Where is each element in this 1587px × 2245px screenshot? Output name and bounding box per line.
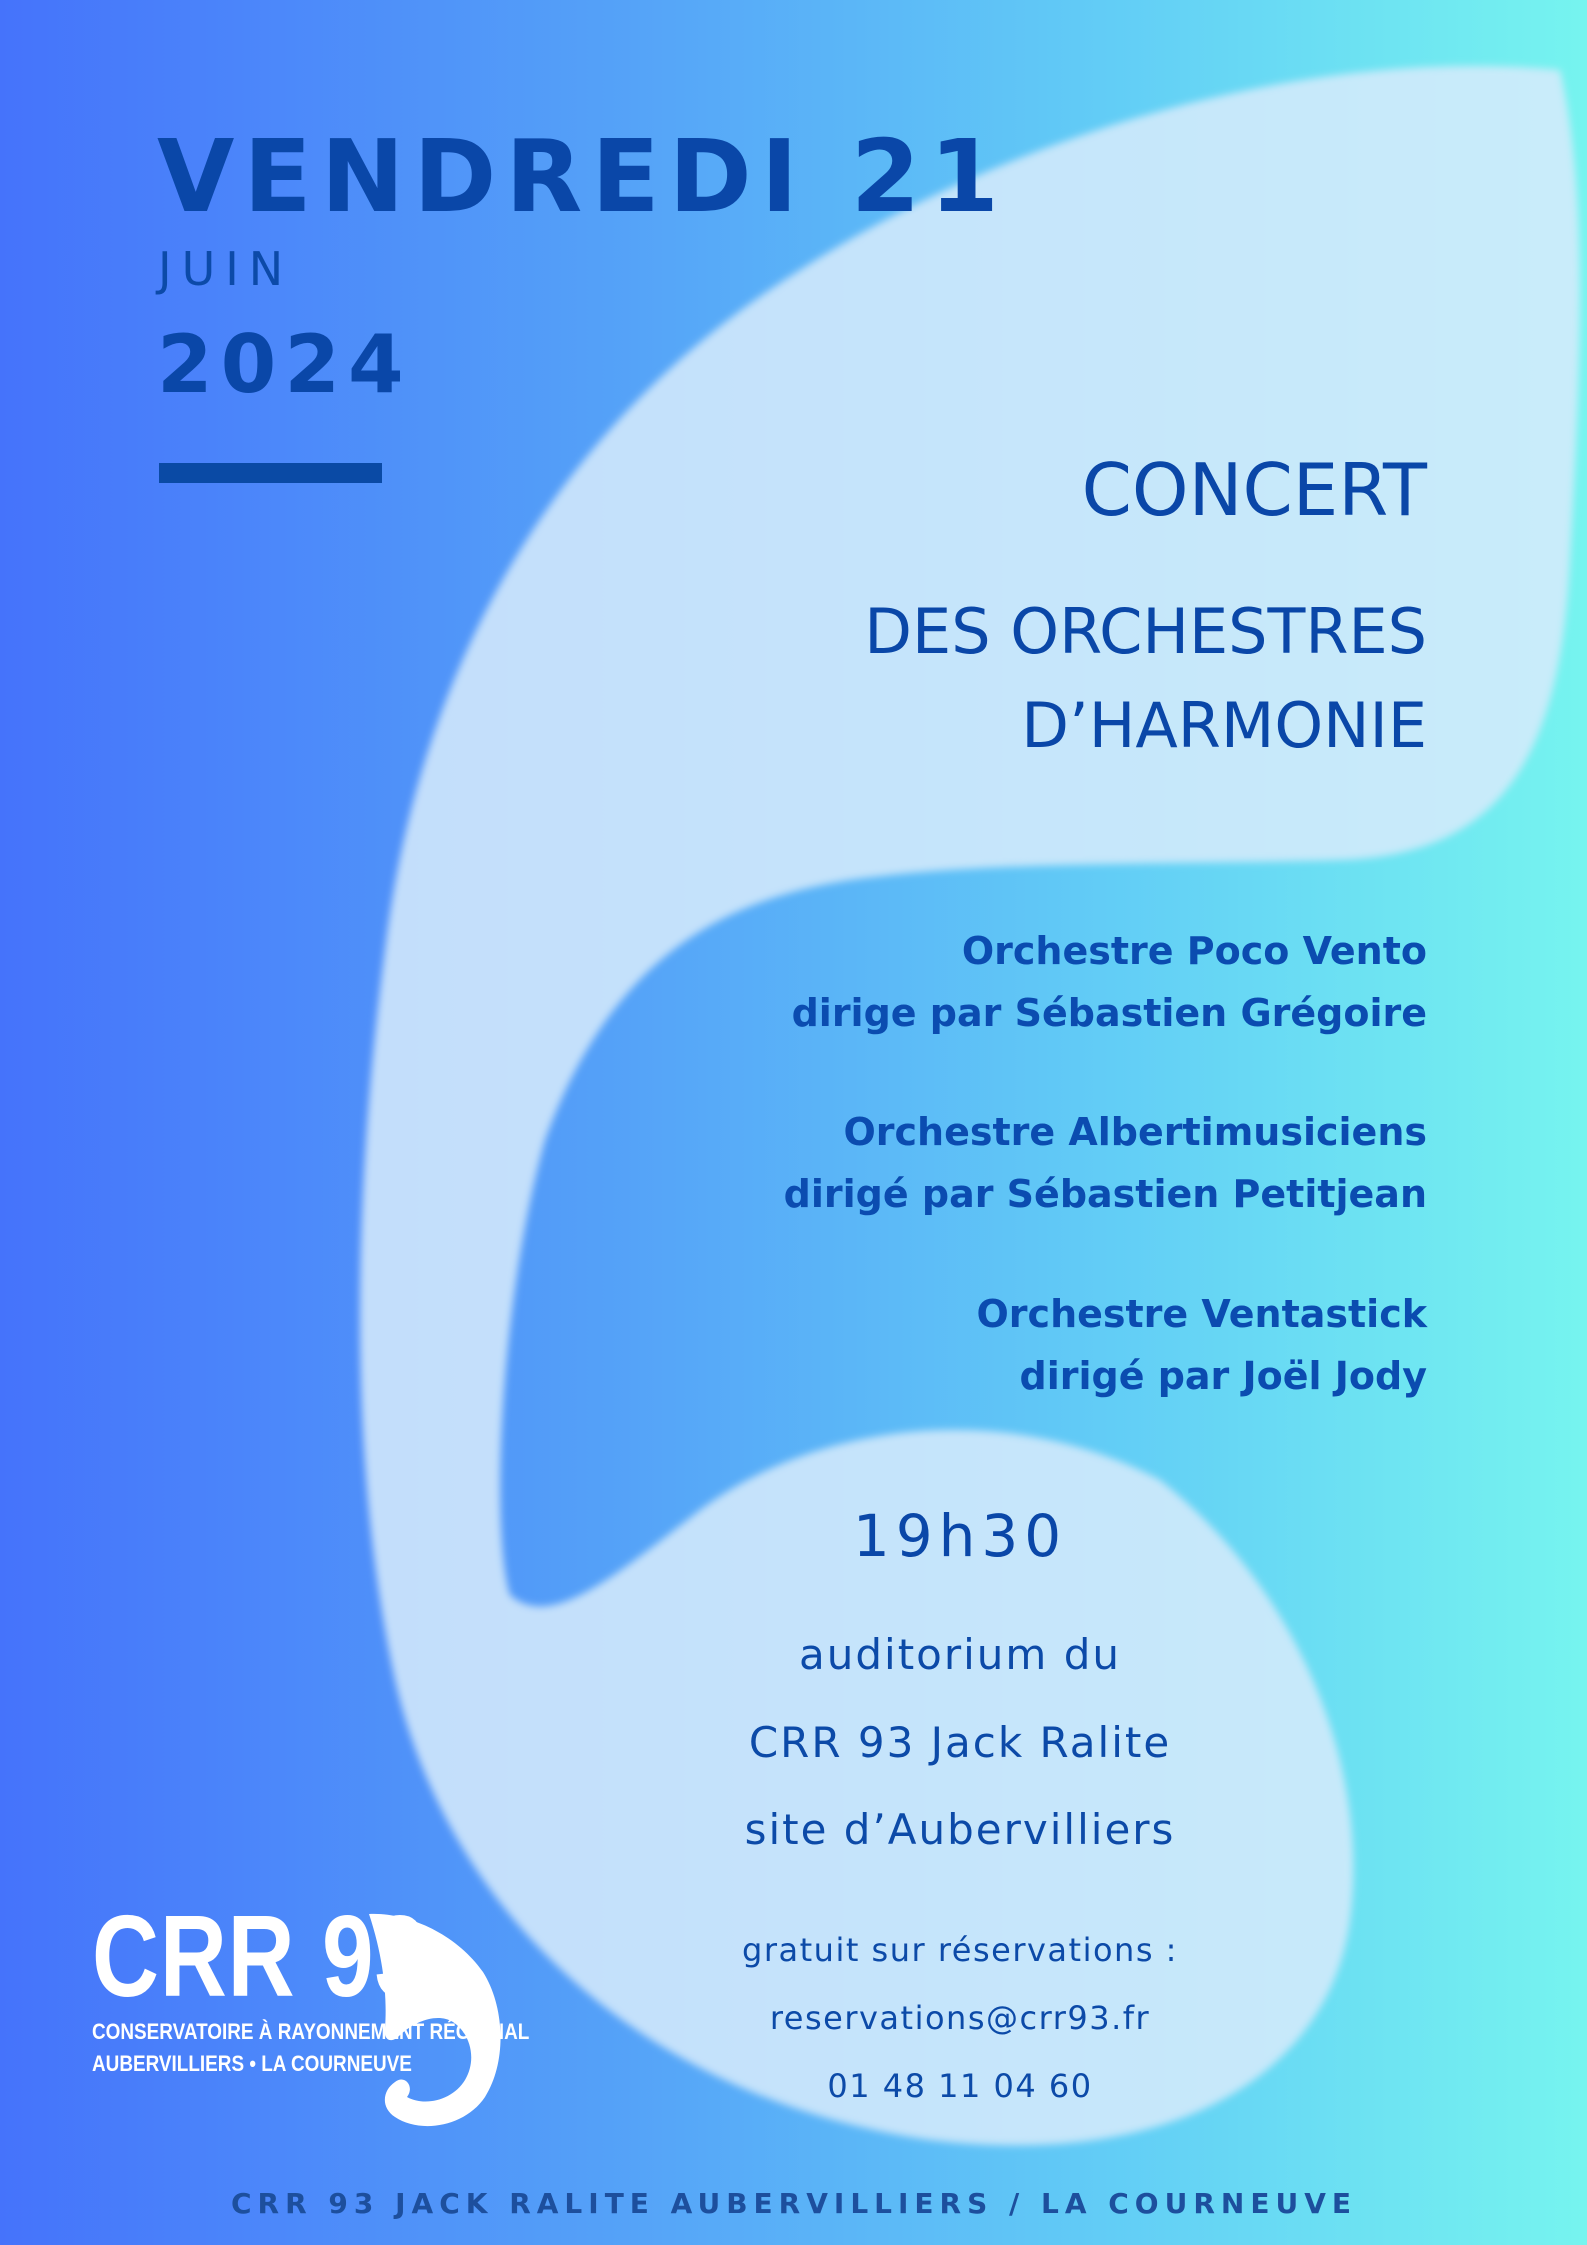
orchestra-item <box>784 1101 1427 1225</box>
venue-line2: CRR 93 Jack Ralite <box>748 1718 1172 1767</box>
venue-line3: site d’Aubervilliers <box>744 1805 1176 1854</box>
event-day: VENDREDI 21 <box>157 118 1008 235</box>
orchestra-conductor: dirigé par Joël Jody <box>1019 1354 1427 1398</box>
orchestra-item <box>977 1283 1428 1407</box>
booking-phone[interactable]: 01 48 11 04 60 <box>827 2067 1093 2105</box>
logo-subtitle-line1: CONSERVATOIRE À RAYONNEMENT RÉGIONAL <box>92 2019 530 2044</box>
event-year: 2024 <box>157 318 412 411</box>
orchestra-conductor: dirigé par Sébastien Petitjean <box>783 1172 1427 1216</box>
orchestra-name: Orchestre Albertimusiciens <box>843 1110 1427 1154</box>
divider-rule <box>159 463 382 483</box>
venue-line1: auditorium du <box>799 1630 1121 1679</box>
event-title <box>864 585 1427 773</box>
booking-email[interactable]: reservations@crr93.fr <box>769 1999 1151 2037</box>
logo-name: CRR 93 <box>92 1891 427 2021</box>
event-month: JUIN <box>158 242 294 296</box>
orchestra-name: Orchestre Poco Vento <box>961 929 1427 973</box>
event-title-line1: DES ORCHESTRES <box>864 595 1427 668</box>
orchestra-item <box>792 920 1427 1044</box>
event-time: 19h30 <box>852 1502 1068 1570</box>
orchestra-conductor: dirige par Sébastien Grégoire <box>791 991 1427 1035</box>
footer-text: CRR 93 JACK RALITE AUBERVILLIERS / LA COURNEUVE <box>230 2187 1358 2220</box>
event-type: CONCERT <box>1081 448 1427 532</box>
booking-note: gratuit sur réservations : <box>742 1931 1178 1969</box>
logo-subtitle-line2: AUBERVILLIERS • LA COURNEUVE <box>92 2051 412 2076</box>
orchestra-name: Orchestre Ventastick <box>976 1292 1427 1336</box>
event-title-line2: D’HARMONIE <box>1021 689 1427 762</box>
